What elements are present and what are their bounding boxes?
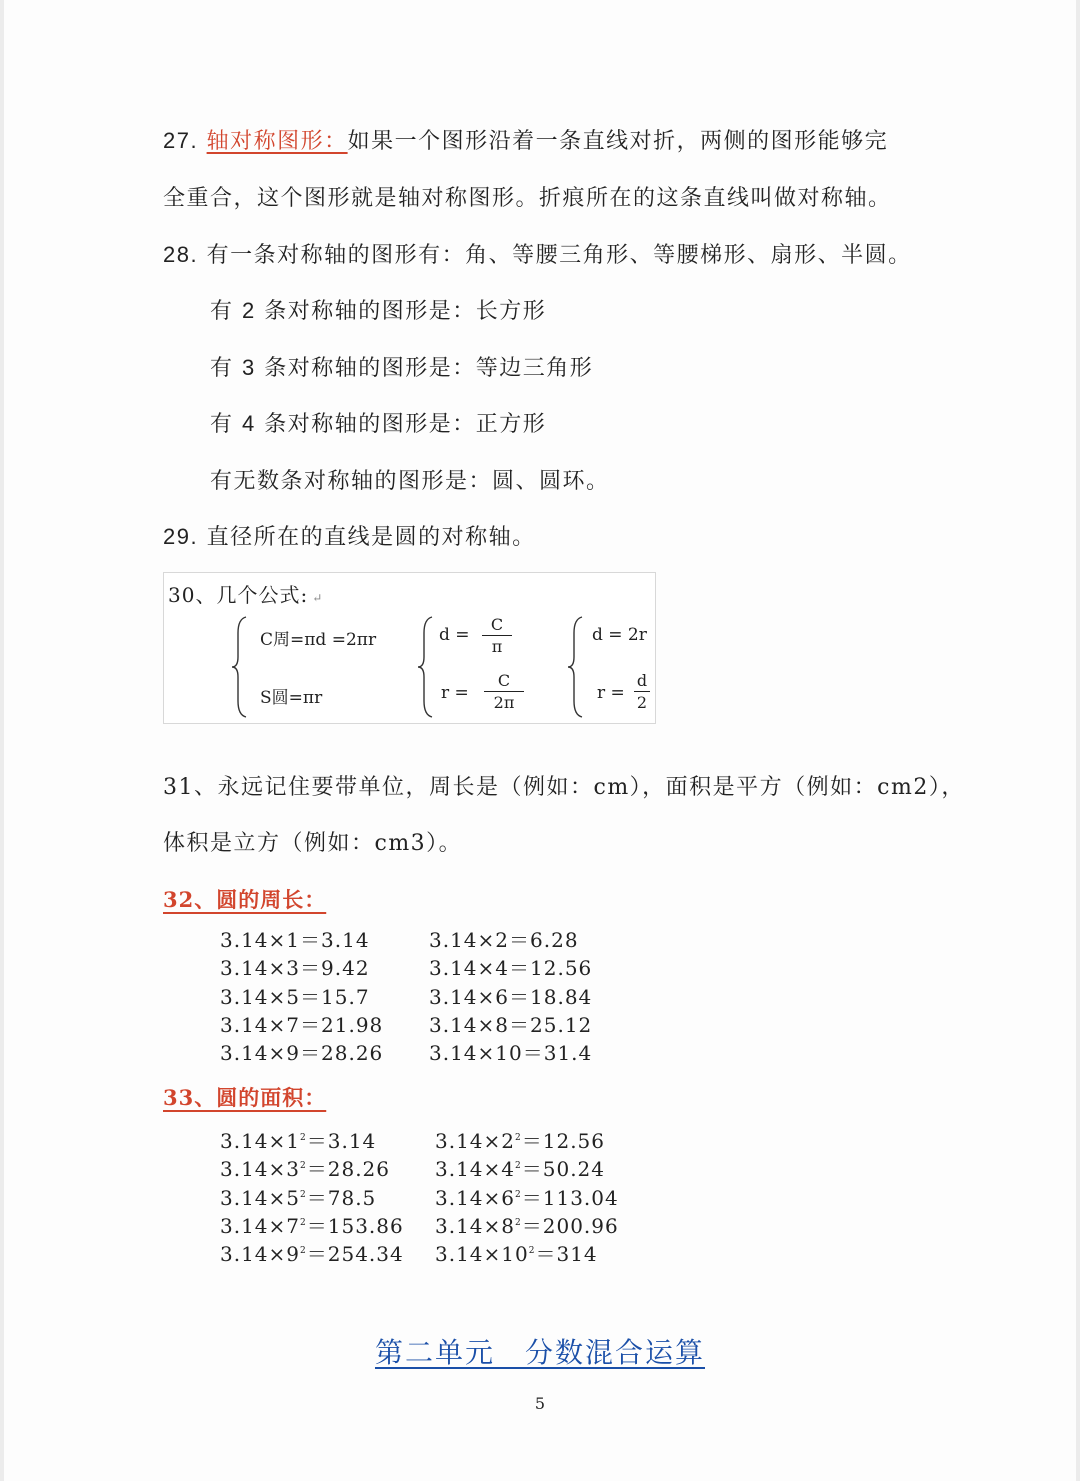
table-row: $3.14\times 9^2=254.34$ $3.14\times 10^2=314$ <box>220 1242 598 1267</box>
table-row: 3.14×5＝15.7 3.14×6＝18.84 <box>220 984 593 1009</box>
fraction-d-over-2: d 2 <box>634 671 650 712</box>
formula-box <box>163 572 656 724</box>
area-table <box>220 1124 619 1265</box>
item-29-number: 29. <box>163 524 199 549</box>
circumference-table <box>220 926 592 1067</box>
table-row: $3.14\times 3^2=28.26$ $3.14\times 4^2=50.24$ <box>220 1157 606 1182</box>
unit-title <box>0 1331 1080 1371</box>
radius-eq: r = <box>441 683 469 703</box>
area-heading: 33、圆的面积： <box>163 1085 327 1110</box>
circumference-heading: 32、圆的周长： <box>163 887 327 912</box>
item-29-line <box>163 520 536 551</box>
item-28-text: 有一条对称轴的图形有：角、等腰三角形、等腰梯形、扇形、半圆。 <box>206 243 912 268</box>
page-edge-right <box>1076 0 1080 1481</box>
diameter-eq: d = <box>439 625 470 645</box>
formula-title: 30、几个公式: ↵ <box>168 583 324 607</box>
table-row: $3.14\times 1^2=3.14$ $3.14\times 2^2=12.56$ <box>220 1129 606 1153</box>
item-28-sub-1: 有 2 条对称轴的图形是：长方形 <box>210 298 547 324</box>
fraction-c-over-2pi: C 2π <box>484 671 524 712</box>
item-27-line-2: 全重合，这个图形就是轴对称图形。折痕所在的这条直线叫做对称轴。 <box>163 186 892 211</box>
radius-eq-2: r = <box>597 683 625 703</box>
item-28-sub-3: 有 4 条对称轴的图形是：正方形 <box>210 411 547 437</box>
item-28-number: 28. <box>163 242 199 267</box>
table-row: 3.14×1＝3.14 3.14×2＝6.28 <box>220 928 579 952</box>
area-formula: S圆=πr <box>260 688 323 708</box>
diameter-eq-2: d = 2r <box>592 625 647 645</box>
page-edge-left <box>0 0 4 1481</box>
brace-3-icon <box>566 615 586 719</box>
page-number: 5 <box>534 1394 546 1413</box>
table-row: $3.14\times 5^2=78.5$ $3.14\times 6^2=113.04$ <box>220 1185 619 1210</box>
item-27-term: 轴对称图形： <box>206 129 348 154</box>
item-28-sub-4: 有无数条对称轴的图形是：圆、圆环。 <box>210 469 610 494</box>
unit-title-link[interactable]: 第二单元 分数混合运算 <box>374 1336 705 1369</box>
item-27-text: 如果一个图形沿着一条直线对折，两侧的图形能够完 <box>347 129 889 154</box>
item-28-sub-2: 有 3 条对称轴的图形是：等边三角形 <box>210 355 594 381</box>
table-row: 3.14×7＝21.98 3.14×8＝25.12 <box>220 1012 593 1037</box>
table-row: $3.14\times 7^2=153.86$ $3.14\times 8^2=200.96$ <box>220 1213 619 1238</box>
fraction-c-over-pi: C π <box>482 615 512 656</box>
item-27-line-1 <box>163 124 888 155</box>
brace-1-icon <box>230 615 250 719</box>
circumference-formula: C周=πd =2πr <box>260 630 377 650</box>
item-31-line-1: 31、永远记住要带单位，周长是（例如：cm），面积是平方（例如：cm2）， <box>163 775 965 800</box>
item-27-number: 27. <box>163 128 199 153</box>
item-28-line <box>163 238 912 269</box>
item-29-text: 直径所在的直线是圆的对称轴。 <box>206 525 536 550</box>
brace-2-icon <box>416 615 436 719</box>
table-row: 3.14×3＝9.42 3.14×4＝12.56 <box>220 956 593 981</box>
table-row: 3.14×9＝28.26 3.14×10＝31.4 <box>220 1041 593 1066</box>
return-mark-icon: ↵ <box>312 591 324 605</box>
item-31-line-2: 体积是立方（例如：cm3）。 <box>163 831 463 856</box>
